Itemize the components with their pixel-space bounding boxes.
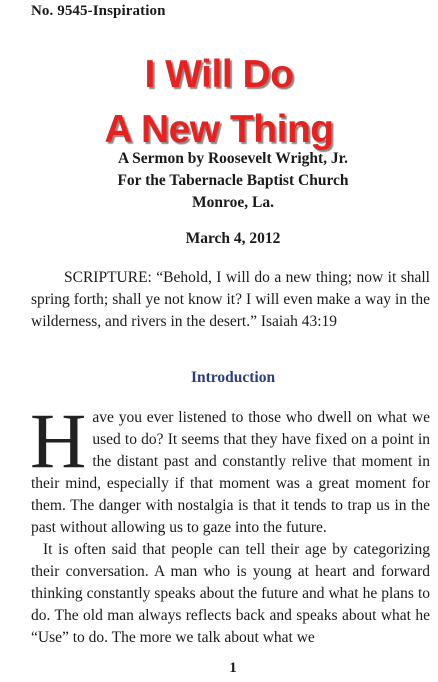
byline-location: Monroe, La. [192, 194, 274, 211]
introduction-body [30, 397, 430, 649]
page-number: 1 [229, 660, 237, 676]
section-heading-introduction: Introduction [190, 369, 276, 386]
drop-cap: H [30, 397, 87, 484]
sermon-title-line-2: A New Thing [104, 108, 334, 151]
byline-author: A Sermon by Roosevelt Wright, Jr. [117, 150, 349, 167]
scripture-passage: SCRIPTURE: “Behold, I will do a new thing; now it shall spring forth; shall ye not know it? I will even make a way in the wilderness, and rivers in the desert.” Isaiah 43:19 [31, 269, 430, 330]
byline-church: For the Tabernacle Baptist Church [117, 172, 349, 189]
paragraph-1-text: ave you ever listened to those who dwell on what we used to do? It seems that they have fixed on a point in the distant past and constantly relive that moment in their mind, especially if that moment was a great moment for them. The danger with nostalgia is that it tends to trap us in the past without allowing us to gaze into the future. [31, 409, 430, 536]
sermon-number: No. 9545-Inspiration [31, 3, 166, 19]
sermon-title-line-1: I Will Do [144, 53, 294, 96]
sermon-date: March 4, 2012 [185, 230, 281, 247]
paragraph-2: It is often said that people can tell their age by categorizing their conversation. A man who is young at heart and forward thinking constantly speaks about the future and what he plans to do. The old man always reflects back and speaks about what he “Use” to do. The more we talk about what we [31, 541, 430, 646]
paragraph-1 [30, 397, 430, 539]
